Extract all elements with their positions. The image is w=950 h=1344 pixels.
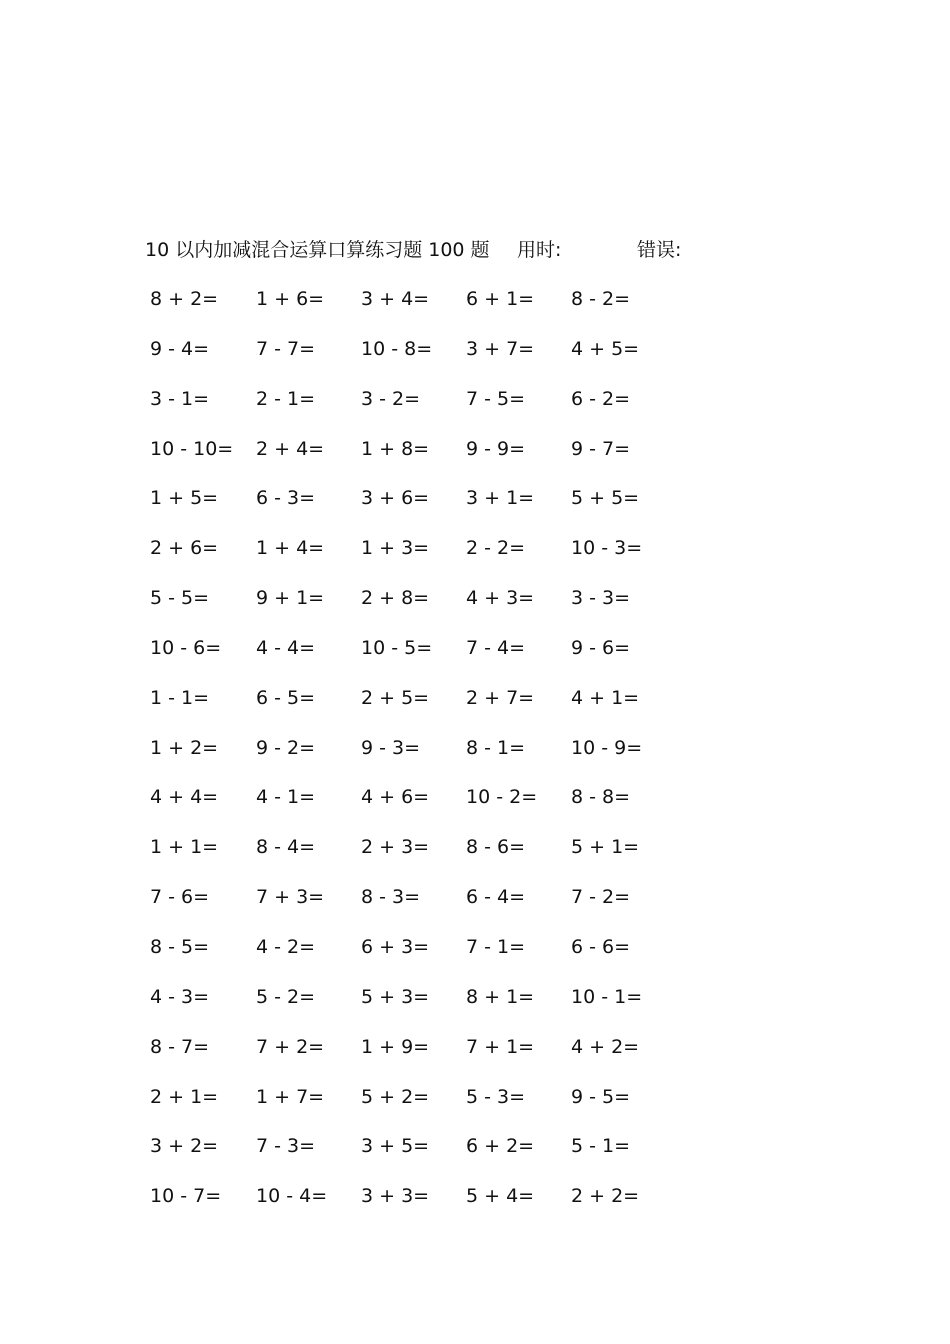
problem: 9 - 6=: [571, 636, 631, 659]
problem: 5 - 2=: [256, 985, 316, 1008]
problem: 9 - 7=: [571, 437, 631, 460]
problem: 9 - 4=: [150, 337, 210, 360]
problem: 3 + 7=: [466, 337, 535, 360]
problem: 2 + 1=: [150, 1085, 219, 1108]
problem: 5 - 5=: [150, 587, 210, 610]
problem: 10 - 3=: [571, 537, 643, 560]
problem: 4 + 5=: [571, 337, 640, 360]
problem: 3 + 4=: [361, 288, 430, 310]
problem: 3 - 2=: [361, 387, 421, 410]
problem-grid: [0, 284, 950, 1231]
problem: 5 - 3=: [466, 1085, 526, 1108]
problem: 6 - 5=: [256, 686, 316, 709]
problem-row: [0, 882, 950, 932]
problem: 1 + 4=: [256, 537, 325, 560]
problem: 2 + 3=: [361, 836, 430, 859]
problem: 8 - 8=: [571, 786, 631, 809]
problem: 5 + 1=: [571, 836, 640, 859]
problem-row: [0, 483, 950, 533]
problem: 10 - 2=: [466, 786, 538, 809]
problem: 9 + 1=: [256, 587, 325, 610]
problem-row: [0, 782, 950, 832]
problem: 8 + 1=: [466, 985, 535, 1008]
problem: 10 - 4=: [256, 1185, 328, 1208]
problem: 8 - 6=: [466, 836, 526, 859]
problem: 10 - 9=: [571, 736, 643, 759]
problem: 9 - 2=: [256, 736, 316, 759]
problem: 8 - 4=: [256, 836, 316, 859]
time-used-label: 用时:: [517, 239, 562, 261]
problem: 3 + 2=: [150, 1135, 219, 1158]
problem-row: [0, 982, 950, 1032]
problem: 8 + 2=: [150, 288, 219, 310]
problem: 1 - 1=: [150, 686, 210, 709]
problem: 7 - 2=: [571, 886, 631, 909]
problem: 7 + 2=: [256, 1035, 325, 1058]
problem: 3 + 6=: [361, 487, 430, 510]
problem-row: [0, 533, 950, 583]
problem: 1 + 5=: [150, 487, 219, 510]
problem: 9 - 3=: [361, 736, 421, 759]
problem: 8 - 2=: [571, 288, 631, 310]
problem-row: [0, 1032, 950, 1082]
problem: 2 + 5=: [361, 686, 430, 709]
problem: 7 - 4=: [466, 636, 526, 659]
problem: 8 - 1=: [466, 736, 526, 759]
problem: 5 + 4=: [466, 1185, 535, 1208]
problem: 2 + 2=: [571, 1185, 640, 1208]
problem: 7 + 3=: [256, 886, 325, 909]
problem-row: [0, 683, 950, 733]
problem: 4 - 2=: [256, 935, 316, 958]
problem-row: [0, 284, 950, 334]
problem-row: [0, 434, 950, 484]
problem: 3 - 1=: [150, 387, 210, 410]
problem: 7 - 5=: [466, 387, 526, 410]
problem: 4 - 3=: [150, 985, 210, 1008]
problem: 4 - 4=: [256, 636, 316, 659]
problem-row: [0, 384, 950, 434]
problem: 4 - 1=: [256, 786, 316, 809]
problem: 6 - 2=: [571, 387, 631, 410]
problem: 10 - 6=: [150, 636, 222, 659]
problem: 7 - 3=: [256, 1135, 316, 1158]
problem: 7 - 6=: [150, 886, 210, 909]
problem: 2 - 2=: [466, 537, 526, 560]
problem: 6 + 3=: [361, 935, 430, 958]
problem: 7 - 1=: [466, 935, 526, 958]
problem: 7 - 7=: [256, 337, 316, 360]
problem-row: [0, 1131, 950, 1181]
problem: 1 + 9=: [361, 1035, 430, 1058]
problem: 10 - 10=: [150, 437, 234, 460]
problem: 8 - 3=: [361, 886, 421, 909]
problem-row: [0, 633, 950, 683]
problem: 2 - 1=: [256, 387, 316, 410]
problem-row: [0, 1082, 950, 1132]
problem: 6 - 4=: [466, 886, 526, 909]
problem-row: [0, 583, 950, 633]
problem: 5 + 3=: [361, 985, 430, 1008]
problem-row: [0, 932, 950, 982]
problem-row: [0, 832, 950, 882]
problem: 6 + 2=: [466, 1135, 535, 1158]
problem: 4 + 6=: [361, 786, 430, 809]
problem: 4 + 2=: [571, 1035, 640, 1058]
problem: 5 + 5=: [571, 487, 640, 510]
problem: 7 + 1=: [466, 1035, 535, 1058]
problem: 1 + 8=: [361, 437, 430, 460]
problem: 10 - 1=: [571, 985, 643, 1008]
problem-row: [0, 1181, 950, 1231]
problem: 1 + 3=: [361, 537, 430, 560]
problem: 4 + 1=: [571, 686, 640, 709]
problem: 1 + 2=: [150, 736, 219, 759]
problem: 4 + 4=: [150, 786, 219, 809]
problem: 10 - 7=: [150, 1185, 222, 1208]
problem: 8 - 7=: [150, 1035, 210, 1058]
problem: 5 - 1=: [571, 1135, 631, 1158]
problem-row: [0, 334, 950, 384]
problem: 3 + 3=: [361, 1185, 430, 1208]
problem: 3 - 3=: [571, 587, 631, 610]
problem: 6 + 1=: [466, 288, 535, 310]
problem: 1 + 6=: [256, 288, 325, 310]
problem: 10 - 5=: [361, 636, 433, 659]
problem: 10 - 8=: [361, 337, 433, 360]
problem: 5 + 2=: [361, 1085, 430, 1108]
problem: 2 + 7=: [466, 686, 535, 709]
problem: 1 + 7=: [256, 1085, 325, 1108]
problem: 6 - 3=: [256, 487, 316, 510]
problem: 3 + 1=: [466, 487, 535, 510]
problem: 1 + 1=: [150, 836, 219, 859]
problem: 2 + 8=: [361, 587, 430, 610]
worksheet-header: [145, 236, 765, 264]
problem: 2 + 6=: [150, 537, 219, 560]
problem: 8 - 5=: [150, 935, 210, 958]
problem: 2 + 4=: [256, 437, 325, 460]
problem: 3 + 5=: [361, 1135, 430, 1158]
problem: 9 - 9=: [466, 437, 526, 460]
errors-label: 错误:: [637, 239, 682, 261]
problem-row: [0, 733, 950, 783]
problem: 9 - 5=: [571, 1085, 631, 1108]
worksheet-title: 10 以内加减混合运算口算练习题 100 题: [145, 239, 490, 261]
problem: 4 + 3=: [466, 587, 535, 610]
problem: 6 - 6=: [571, 935, 631, 958]
